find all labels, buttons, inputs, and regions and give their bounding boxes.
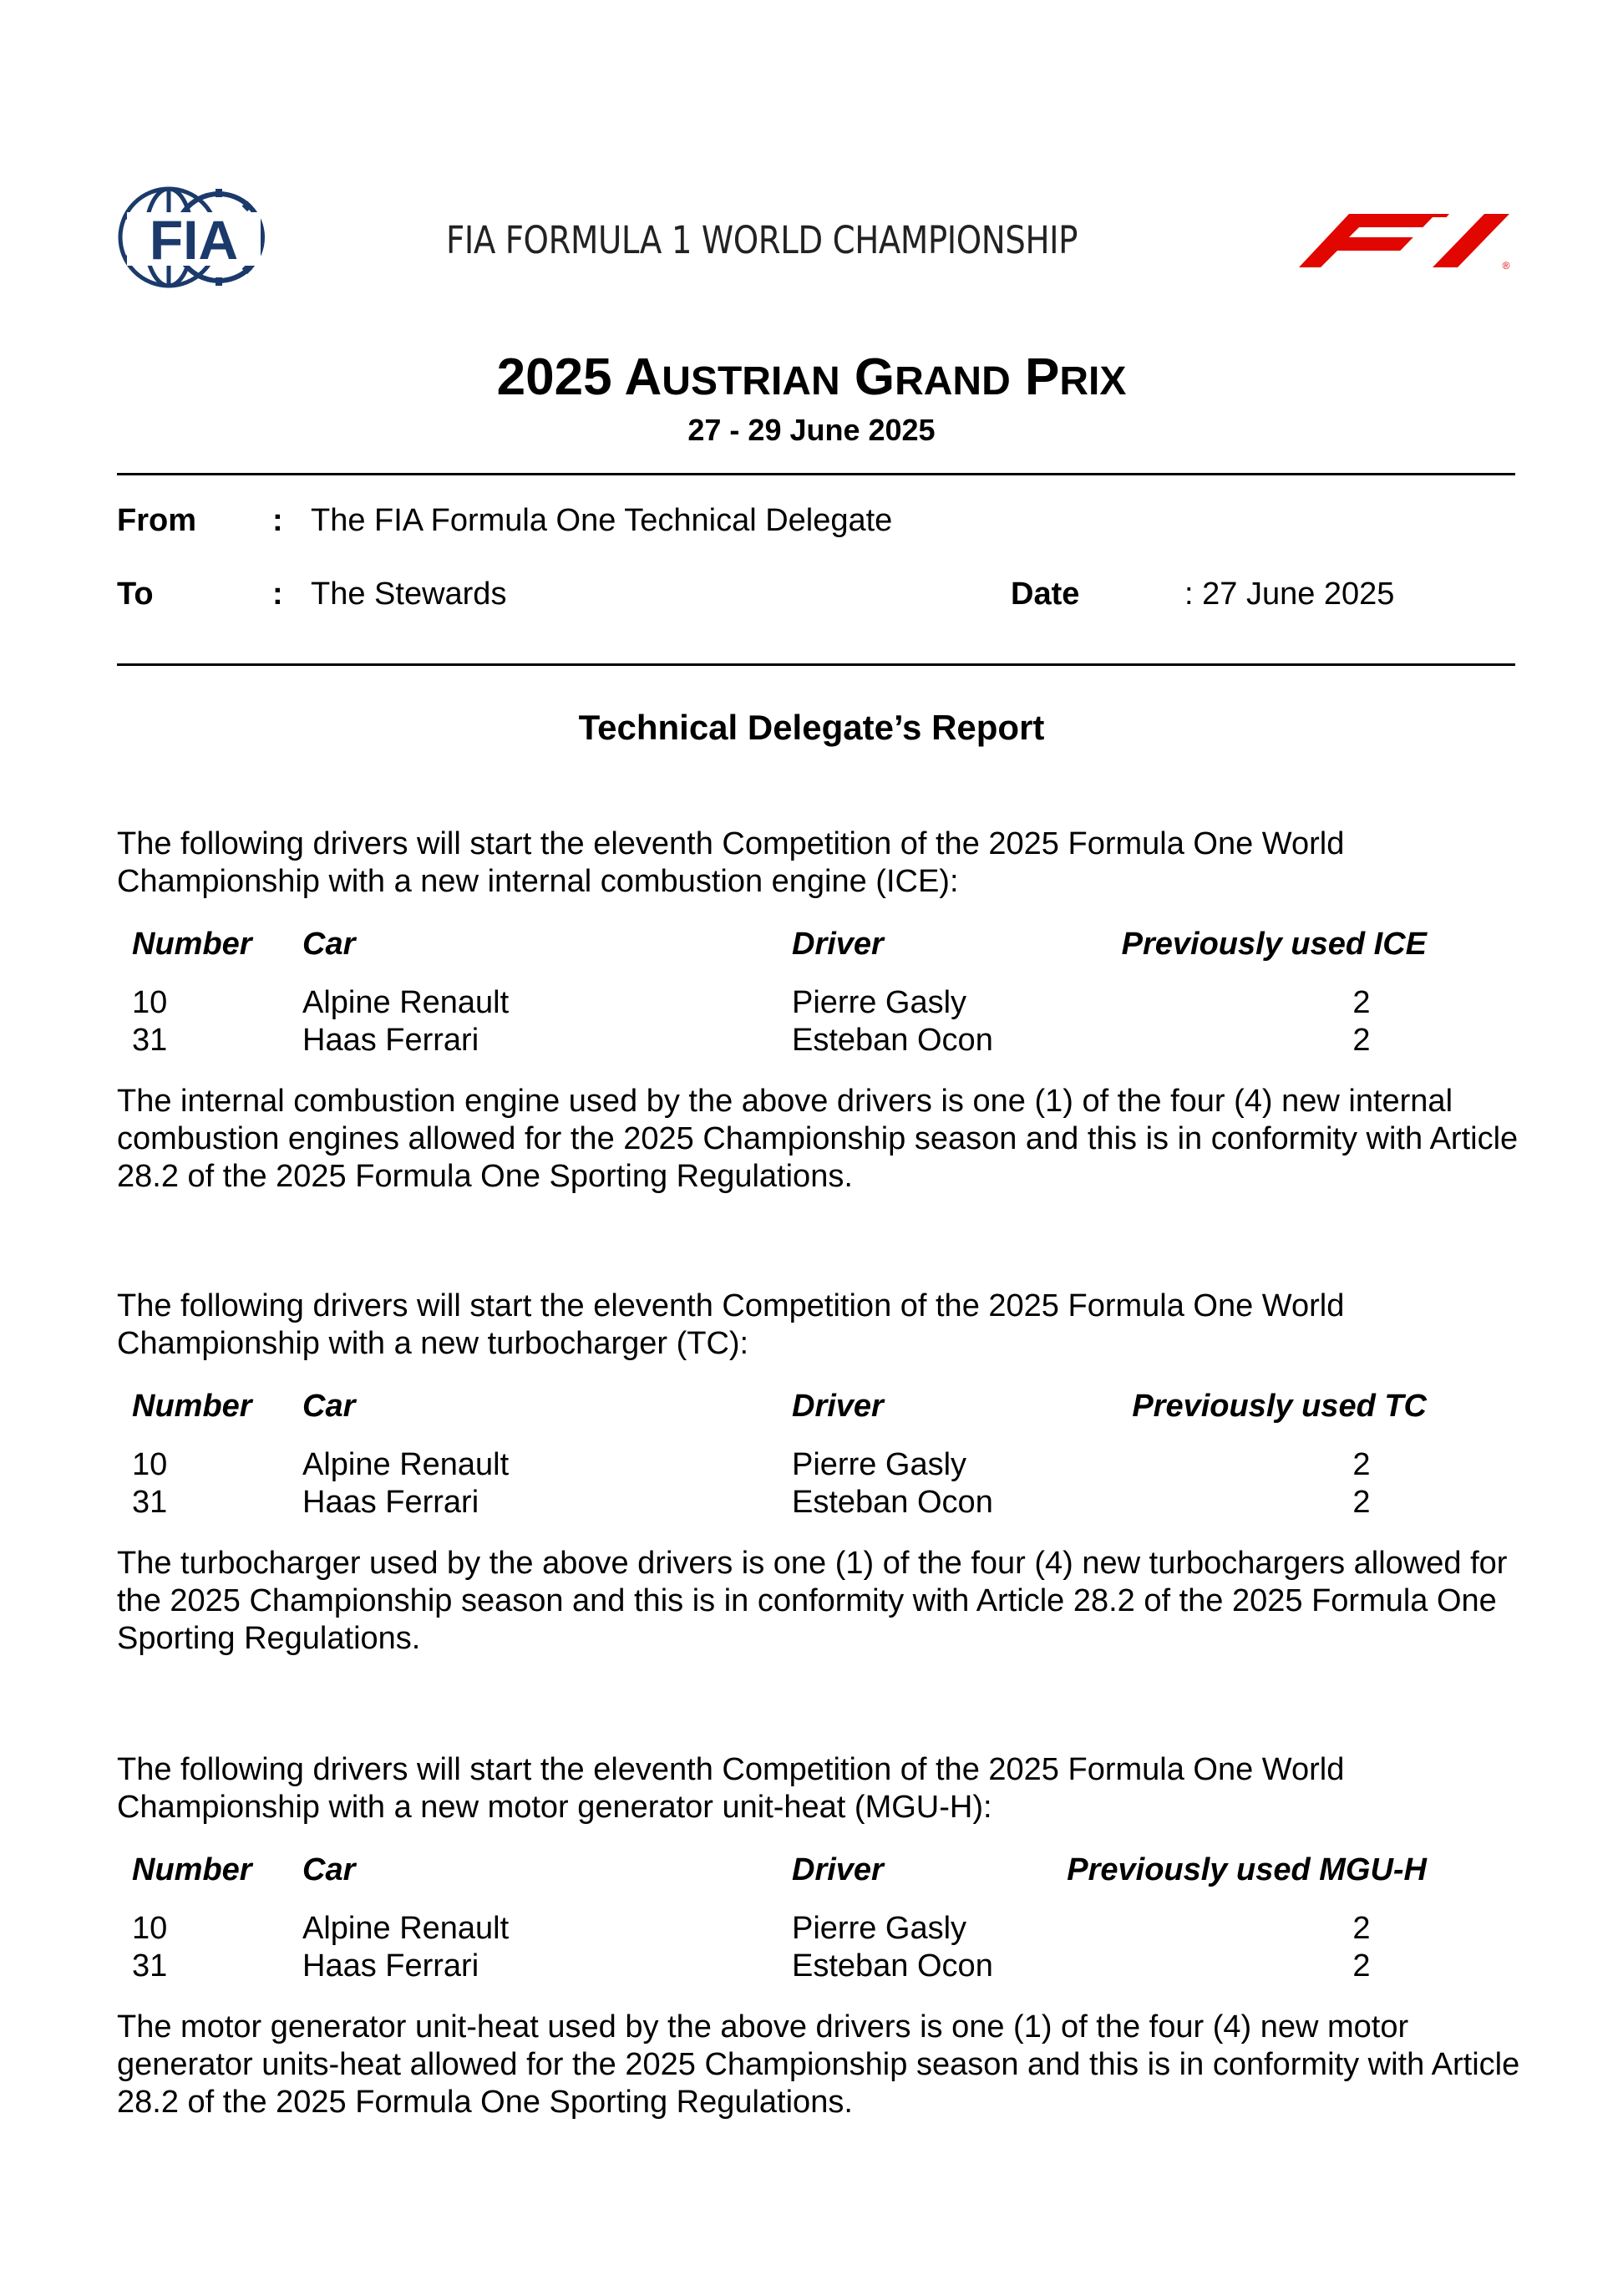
column-header-previously-used: Previously used MGU-H	[1067, 1852, 1427, 1887]
section-closing: The internal combustion engine used by the above drivers is one (1) of the four (4) new internal combustion engines allowed for the 2025 Championship season and this is in conformity with Article 28.2 of the 2025 Formula One Sporting Regulations.	[117, 1084, 1519, 1194]
to-separator: :	[272, 577, 283, 612]
header-divider	[117, 473, 1515, 475]
event-dates: 27 - 29 June 2025	[687, 413, 936, 447]
memo-divider	[117, 663, 1515, 666]
column-header-number: Number	[132, 1389, 252, 1424]
section-closing: The turbocharger used by the above drivers is one (1) of the four (4) new turbochargers allowed for the 2025 Championship season and this is in conformity with Article 28.2 of the 2025 Formula One Sporting Regulations.	[117, 1546, 1508, 1656]
row-car: Haas Ferrari	[302, 1023, 479, 1058]
row-number: 31	[132, 1485, 168, 1520]
section-tc	[117, 1288, 1520, 1658]
f1-registered-mark: ®	[1502, 260, 1510, 271]
from-separator: :	[272, 503, 283, 538]
row-previously-used: 2	[1352, 1447, 1371, 1482]
to-label: To	[117, 577, 154, 612]
date-label: Date	[1011, 577, 1080, 612]
section-ice	[117, 825, 1520, 1196]
components-table	[117, 1852, 1520, 1992]
row-car: Haas Ferrari	[302, 1948, 479, 1984]
f1-logo	[1291, 211, 1516, 271]
to-value: The Stewards	[311, 577, 507, 612]
section-intro: The following drivers will start the eleventh Competition of the 2025 Formula One World Championship with a new internal combustion engine (ICE):	[117, 826, 1345, 899]
event-year: 2025	[496, 348, 612, 406]
row-driver: Pierre Gasly	[792, 1447, 967, 1482]
row-car: Alpine Renault	[302, 985, 510, 1020]
row-previously-used: 2	[1352, 1911, 1371, 1946]
row-driver: Pierre Gasly	[792, 985, 967, 1020]
column-header-car: Car	[302, 927, 356, 962]
row-number: 31	[132, 1023, 168, 1058]
row-number: 10	[132, 1911, 168, 1946]
column-header-number: Number	[132, 927, 252, 962]
column-header-previously-used: Previously used TC	[1132, 1389, 1427, 1424]
from-value: The FIA Formula One Technical Delegate	[311, 503, 893, 538]
column-header-driver: Driver	[792, 1852, 884, 1887]
components-table	[117, 926, 1520, 1066]
column-header-car: Car	[302, 1389, 356, 1424]
components-table	[117, 1388, 1520, 1528]
row-number: 31	[132, 1948, 168, 1984]
date-value: : 27 June 2025	[1184, 577, 1395, 612]
event-name-word-2: GRAND	[854, 348, 1011, 406]
column-header-number: Number	[132, 1852, 252, 1887]
column-header-driver: Driver	[792, 1389, 884, 1424]
row-driver: Esteban Ocon	[792, 1948, 993, 1984]
row-previously-used: 2	[1352, 985, 1371, 1020]
row-driver: Pierre Gasly	[792, 1911, 967, 1946]
column-header-car: Car	[302, 1852, 356, 1887]
championship-title: FIA FORMULA 1 WORLD CHAMPIONSHIP	[446, 218, 1078, 262]
event-name-word-3: PRIX	[1024, 348, 1127, 406]
row-driver: Esteban Ocon	[792, 1023, 993, 1058]
event-title	[0, 348, 1623, 412]
section-intro: The following drivers will start the eleventh Competition of the 2025 Formula One World Championship with a new turbocharger (TC):	[117, 1288, 1345, 1361]
row-previously-used: 2	[1352, 1023, 1371, 1058]
row-previously-used: 2	[1352, 1948, 1371, 1984]
section-mgu-h	[117, 1751, 1520, 2121]
row-number: 10	[132, 1447, 168, 1482]
row-car: Alpine Renault	[302, 1447, 510, 1482]
section-intro: The following drivers will start the eleventh Competition of the 2025 Formula One World Championship with a new motor generator unit-heat (MGU-H):	[117, 1752, 1345, 1825]
from-label: From	[117, 503, 196, 538]
report-title: Technical Delegate’s Report	[578, 708, 1045, 747]
event-name-word-1: AUSTRIAN	[624, 348, 840, 406]
row-number: 10	[132, 985, 168, 1020]
row-driver: Esteban Ocon	[792, 1485, 993, 1520]
row-previously-used: 2	[1352, 1485, 1371, 1520]
fia-logo	[115, 184, 272, 291]
column-header-driver: Driver	[792, 927, 884, 962]
section-closing: The motor generator unit-heat used by the above drivers is one (1) of the four (4) new motor generator units-heat allowed for the 2025 Championship season and this is in conformity with Article 28.2 of the 2025 Formula One Sporting Regulations.	[117, 2009, 1520, 2120]
row-car: Haas Ferrari	[302, 1485, 479, 1520]
row-car: Alpine Renault	[302, 1911, 510, 1946]
column-header-previously-used: Previously used ICE	[1121, 927, 1427, 962]
fia-logo-text: FIA	[149, 209, 239, 271]
